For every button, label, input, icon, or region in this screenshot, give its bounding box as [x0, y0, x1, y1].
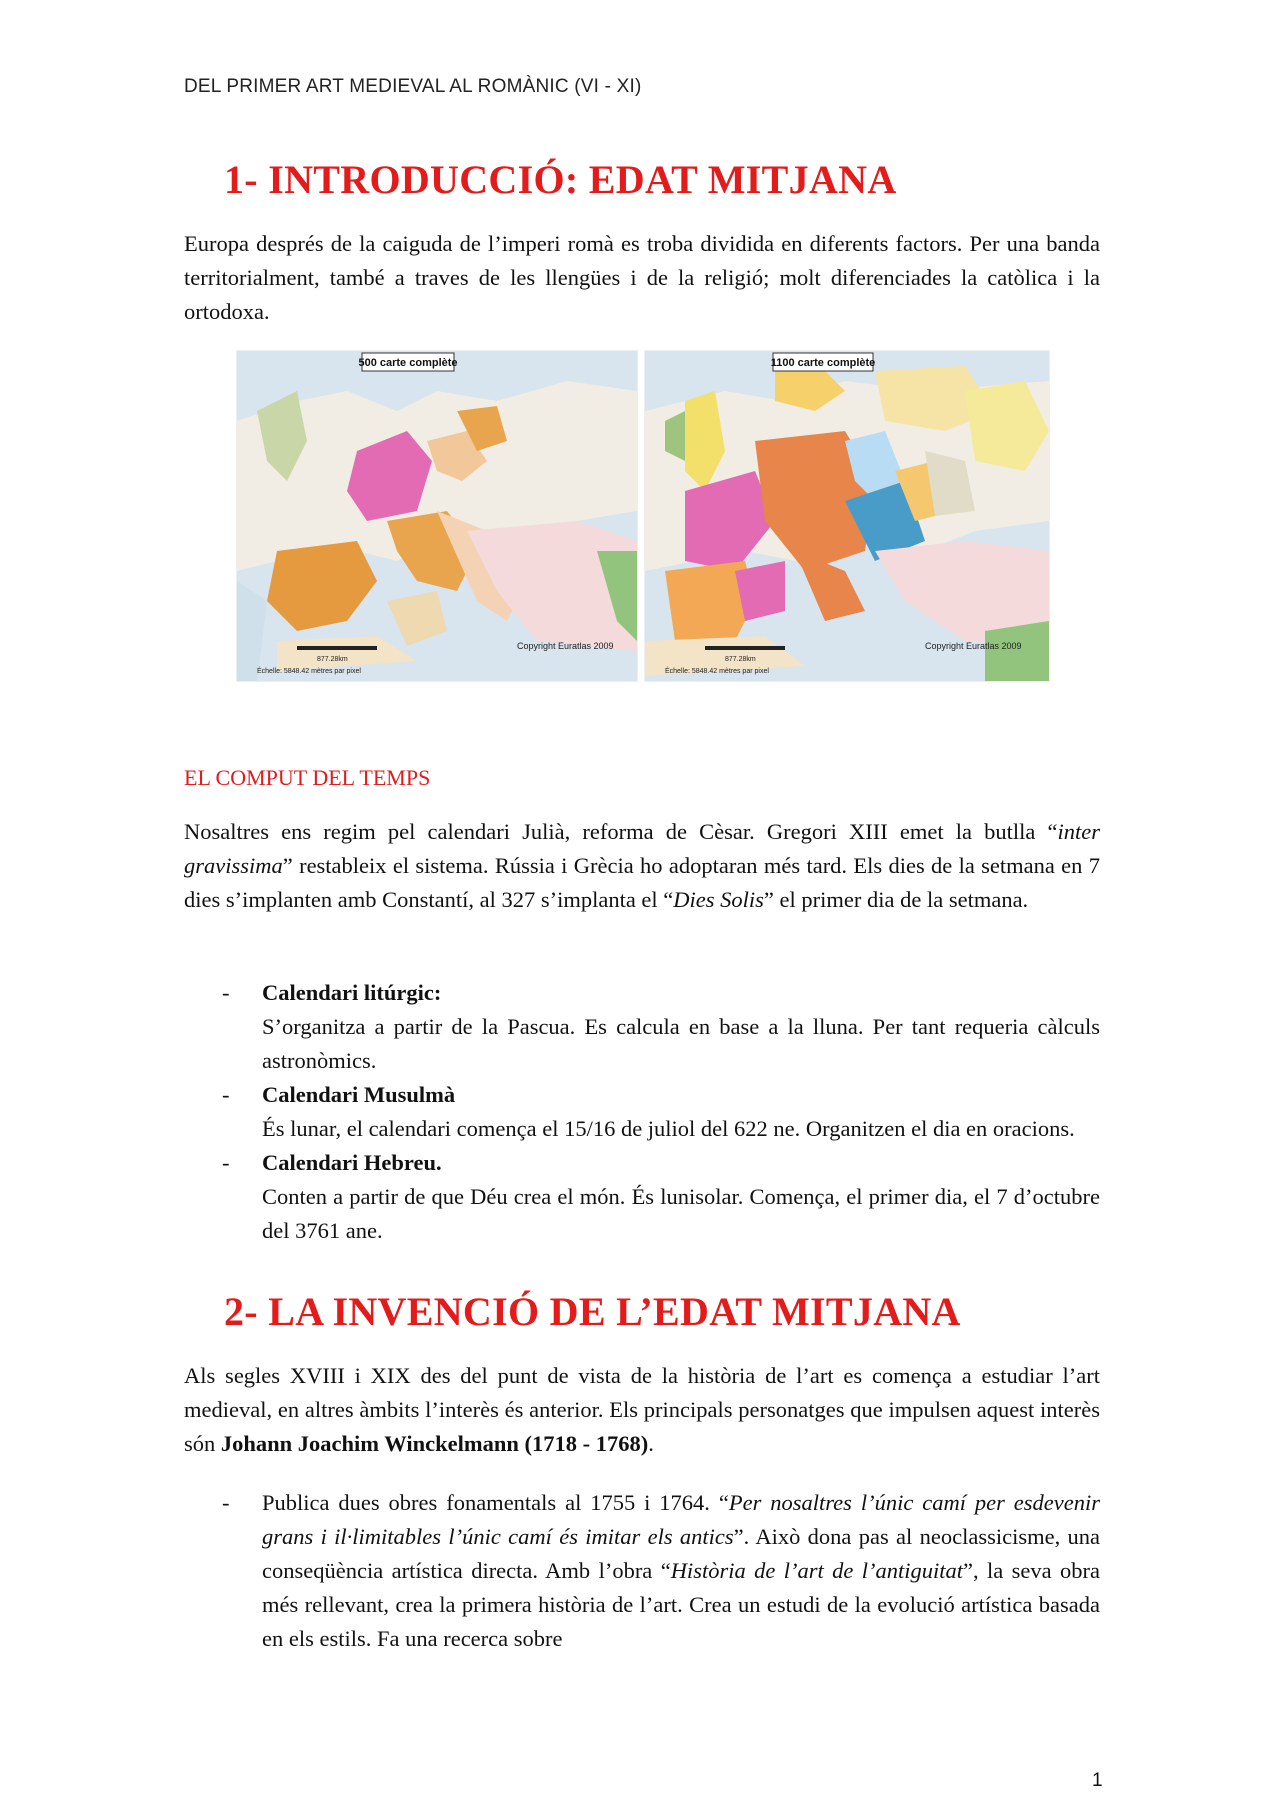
- winckelmann-name: Johann Joachim Winckelmann (1718 - 1768): [220, 1431, 649, 1456]
- list-item-body: Conten a partir de que Déu crea el món. És lunisolar. Comença, el primer dia, el 7 d’octubre del 3761 ane.: [262, 1184, 1100, 1243]
- map-europe-500-graphic: [237, 351, 637, 681]
- list-item: [222, 1078, 1100, 1146]
- comput-emphasis-dies-solis: Dies Solis: [673, 887, 764, 912]
- intro-paragraph: Europa després de la caiguda de l’imperi romà es troba dividida en diferents factors. Per una banda territorialment, també a traves de les llengües i de la religió; molt diferenciades la catòlica i la ortodoxa.: [184, 231, 1100, 324]
- list-dash: -: [222, 980, 230, 1005]
- list-item-body: S’organitza a partir de la Pascua. Es calcula en base a la lluna. Per tant requeria càlculs astronòmics.: [262, 1014, 1100, 1073]
- list-item: [222, 1146, 1100, 1248]
- comput-paragraph: [184, 815, 1100, 917]
- item-text-2: ”. Això dona pas al neoclassicisme, una conseqüència artística directa. Amb l’obra “: [262, 1524, 1100, 1583]
- comput-subheading: EL COMPUT DEL TEMPS: [184, 765, 431, 790]
- list-item-title: Calendari Musulmà: [262, 1082, 456, 1107]
- list-dash: -: [222, 1490, 230, 1515]
- list-item: [222, 976, 1100, 1078]
- section2-text-2: .: [648, 1431, 654, 1456]
- map-right-copyright: Copyright Euratlas 2009: [925, 641, 1022, 651]
- comput-text-3: ” el primer dia de la setmana.: [763, 887, 1029, 912]
- section2-heading: 2- LA INVENCIÓ DE L’EDAT MITJANA: [224, 1289, 961, 1334]
- map-left-echelle: Échelle: 5848.42 mètres par pixel: [257, 668, 361, 675]
- map-left-label: 500 carte complète: [358, 357, 458, 369]
- list-item-body: [262, 1486, 1100, 1656]
- section2-text-1: Als segles XVIII i XIX des del punt de vista de la història de l’art es comença a estudiar l’art medieval, en altres àmbits l’interès és anterior. Els principals personatges que impulsen aquest interès són: [184, 1363, 1100, 1456]
- map-left-scale: 877.28km: [317, 656, 348, 663]
- map-europe-1100: [644, 350, 1050, 682]
- map-europe-500: [236, 350, 638, 682]
- list-dash: -: [222, 1082, 230, 1107]
- comput-text-1: Nosaltres ens regim pel calendari Julià, reforma de Cèsar. Gregori XIII emet la butlla “: [184, 819, 1058, 844]
- calendar-list: [222, 976, 1100, 1248]
- winckelmann-list: [222, 1486, 1100, 1656]
- page-number: 1: [1092, 1770, 1103, 1791]
- item-quote: Per nosaltres l’únic camí per esdevenir grans i il·limitables l’únic camí és imitar els antics: [262, 1490, 1100, 1549]
- list-item-title: Calendari litúrgic:: [262, 980, 442, 1005]
- list-dash: -: [222, 1150, 230, 1175]
- map-left-copyright: Copyright Euratlas 2009: [517, 641, 614, 651]
- running-header: DEL PRIMER ART MEDIEVAL AL ROMÀNIC (VI - XI): [184, 76, 642, 97]
- map-right-label: 1100 carte complète: [770, 357, 876, 369]
- comput-text-2: ” restableix el sistema. Rússia i Grècia ho adoptaran més tard. Els dies de la setmana en 7 dies s’implanten amb Constantí, al 327 s’implanta el “: [184, 853, 1100, 912]
- section2-paragraph: [184, 1359, 1100, 1461]
- list-item: [222, 1486, 1100, 1656]
- list-item-title: Calendari Hebreu.: [262, 1150, 442, 1175]
- item-text-1: Publica dues obres fonamentals al 1755 i 1764. “: [262, 1490, 729, 1515]
- item-work-title: Història de l’art de l’antiguitat: [670, 1558, 964, 1583]
- section1-heading: 1- INTRODUCCIÓ: EDAT MITJANA: [224, 157, 897, 202]
- item-text-3: ”, la seva obra més rellevant, crea la primera història de l’art. Crea un estudi de la evolució artística basada en els estils. Fa una recerca sobre: [262, 1558, 1101, 1651]
- map-europe-1100-graphic: [645, 351, 1049, 681]
- map-right-scale: 877.28km: [725, 656, 756, 663]
- map-right-echelle: Échelle: 5848.42 mètres par pixel: [665, 668, 769, 675]
- list-item-body: És lunar, el calendari comença el 15/16 de juliol del 622 ne. Organitzen el dia en oracions.: [262, 1116, 1075, 1141]
- comput-emphasis-inter-gravissima: inter gravissima: [184, 819, 1100, 878]
